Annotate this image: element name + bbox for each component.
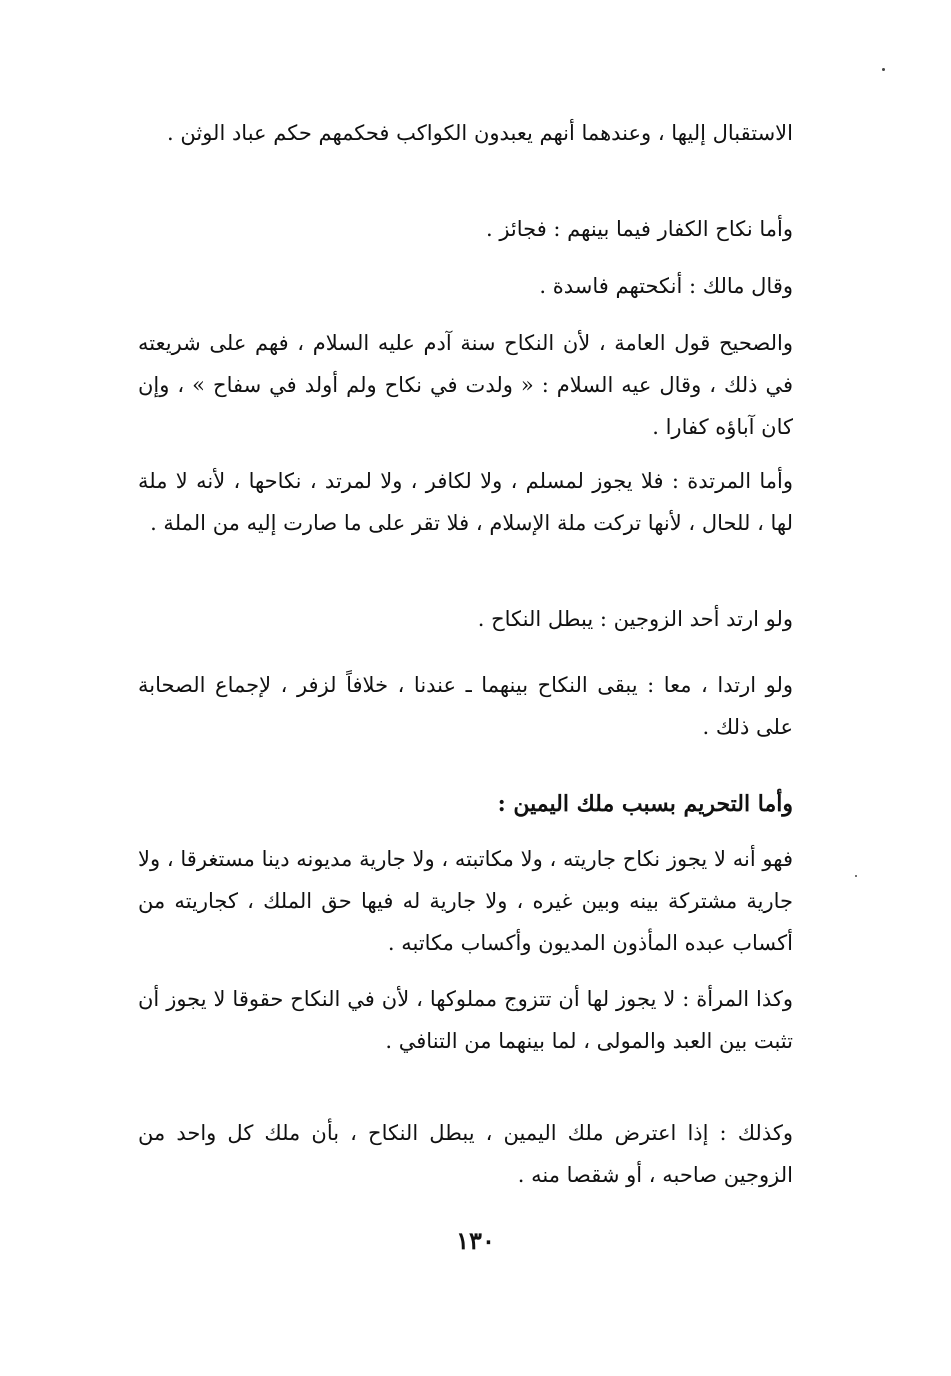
- paragraph-istiqbal: الاستقبال إليها ، وعندهما أنهم يعبدون الكواكب فحكمهم حكم عباد الوثن .: [167, 121, 793, 145]
- paragraph-ownership-arises: وكذلك : إذا اعترض ملك اليمين ، يبطل النكاح ، بأن ملك كل واحد من الزوجين صاحبه ، أو شقصا منه .: [138, 1121, 793, 1187]
- paragraph-kuffar-marriage: وأما نكاح الكفار فيما بينهم : فجائز .: [485, 217, 793, 241]
- scan-speck: [882, 68, 885, 71]
- paragraph-one-spouse-apostasy: ولو ارتد أحد الزوجين : يبطل النكاح .: [477, 607, 793, 631]
- scan-speck: [855, 875, 857, 877]
- section-heading-milk-yamin: وأما التحريم بسبب ملك اليمين :: [497, 791, 793, 817]
- page-number: ١٣٠: [456, 1226, 495, 1255]
- paragraph-malik-opinion: وقال مالك : أنكحتهم فاسدة .: [539, 274, 793, 298]
- paragraph-both-apostasy: ولو ارتدا ، معا : يبقى النكاح بينهما ـ عندنا ، خلافاً لزفر ، لإجماع الصحابة على ذلك .: [138, 673, 793, 739]
- paragraph-correct-view: والصحيح قول العامة ، لأن النكاح سنة آدم عليه السلام ، فهم على شريعته في ذلك ، وقال عيه السلام : « ولدت في نكاح ولم أولد في سفاح » ، وإن كان آباؤه كفارا .: [138, 331, 793, 439]
- paragraph-slave-girl: فهو أنه لا يجوز نكاح جاريته ، ولا مكاتبته ، ولا جارية مديونه دينا مستغرقا ، ولا جارية مشتركة بينه وبين غيره ، ولا جارية له فيها حق الملك ، كجاريته من أكساب عبده المأذون المديون وأكساب مكاتبه .: [138, 847, 793, 955]
- paragraph-apostate-woman: وأما المرتدة : فلا يجوز لمسلم ، ولا لكافر ، ولا لمرتد ، نكاحها ، لأنه لا ملة لها ، للحال ، لأنها تركت ملة الإسلام ، فلا تقر على ما صارت إليه من الملة .: [138, 469, 793, 535]
- paragraph-woman-owner: وكذا المرأة : لا يجوز لها أن تتزوج مملوكها ، لأن في النكاح حقوقا لا يجوز أن تثبت بين العبد والمولى ، لما بينهما من التنافي .: [138, 987, 793, 1053]
